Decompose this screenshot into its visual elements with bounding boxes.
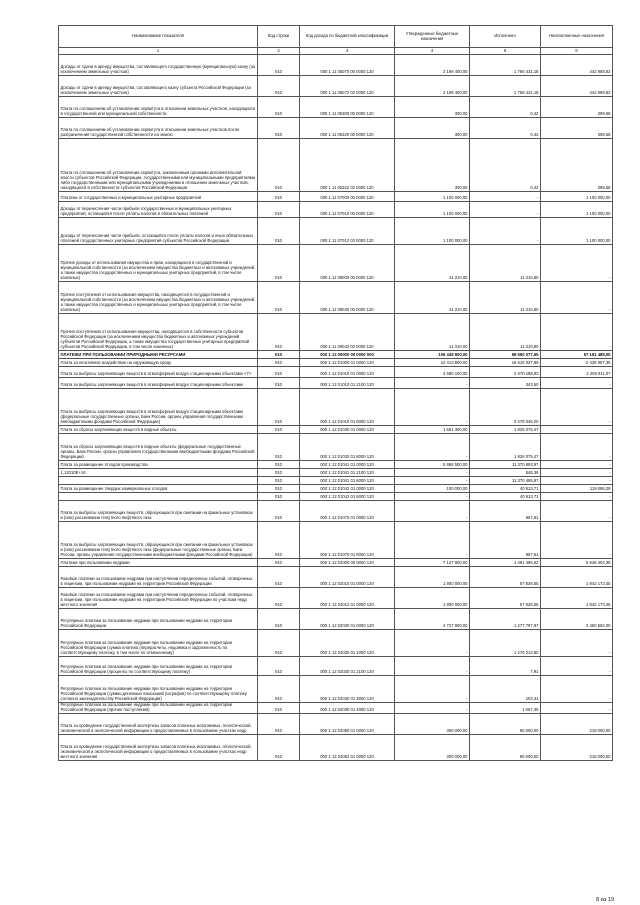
row-name: Платежи от государственных и муниципальных унитарных предприятий (59, 192, 258, 202)
row-code: 010 (258, 713, 300, 734)
row-kbk: 000 1 11 09040 00 0000 120 (300, 282, 395, 314)
row-rest: - (541, 434, 613, 461)
row-code: 010 (258, 118, 300, 139)
row-rest: 2 209 911,07 (541, 367, 613, 378)
table-row (59, 434, 613, 461)
table-row (59, 522, 613, 559)
row-code: 010 (258, 501, 300, 522)
row-code: 010 (258, 493, 300, 501)
row-exec: 7,91 (470, 657, 541, 676)
row-name: Плата за выбросы загрязняющих веществ в атмосферный воздух стационарными объектами <7> (59, 367, 258, 378)
row-kbk: 000 1 12 02012 01 0000 120 (300, 588, 395, 609)
row-plan: - (395, 434, 470, 461)
table-row (59, 559, 613, 567)
row-exec: 0,42 (470, 139, 541, 192)
row-name: Регулярные платежи за пользование недрами при пользовании недрами на территории Российской Федерации (прочие поступления) (59, 703, 258, 714)
col-plan-header: Утвержденные бюджетные назначения (395, 26, 470, 48)
row-name: Плата за выбросы загрязняющих веществ в атмосферный воздух стационарными объектами (федеральные государственные органы, Банк России, органы управления государственными внебюджетными фондами Российской Федерации) (59, 389, 258, 426)
row-code: 010 (258, 55, 300, 76)
row-rest: 3 450 562,00 (541, 609, 613, 630)
row-exec: - (470, 218, 541, 245)
table-row (59, 501, 613, 522)
row-code: 010 (258, 559, 300, 567)
row-plan: 2 199 400,00 (395, 55, 470, 76)
row-plan: 4 727 900,00 (395, 609, 470, 630)
row-rest: - (541, 469, 613, 477)
row-rest: - (541, 282, 613, 314)
row-code: 010 (258, 588, 300, 609)
row-kbk: 000 1 11 07010 00 0000 120 (300, 202, 395, 218)
row-rest: - (541, 522, 613, 559)
row-code: 010 (258, 314, 300, 351)
row-name: Плата по соглашениям об установлении сервитута в отношении земельных участков, находящихся в государственной или муниципальной собственности (59, 97, 258, 118)
row-name: Плата за размещение твердых коммунальных отходов (59, 485, 258, 493)
col-name-header: Наименование показателя (59, 26, 258, 48)
col-code-header: Код строки (258, 26, 300, 48)
row-name (59, 477, 258, 485)
row-exec: 11 370 485,87 (470, 477, 541, 485)
row-kbk: 000 1 12 02030 01 1000 120 (300, 630, 395, 657)
row-plan: 5 866 500,00 (395, 461, 470, 469)
row-rest: 1 842 173,45 (541, 567, 613, 588)
row-name: Плата за размещение отходов производства (59, 461, 258, 469)
row-kbk: 000 1 11 07000 00 0000 120 (300, 192, 395, 202)
row-plan: 300,00 (395, 97, 470, 118)
row-kbk: 000 1 12 00000 00 0000 000 (300, 351, 395, 359)
table-row (59, 192, 613, 202)
column-numbers-row (59, 48, 613, 55)
row-exec: 343,50 (470, 378, 541, 389)
row-exec: 1 756 431,18 (470, 55, 541, 76)
row-kbk: 000 1 12 02000 00 0000 120 (300, 559, 395, 567)
row-plan: 1 900 000,00 (395, 567, 470, 588)
row-kbk: 000 1 12 01010 01 6000 120 (300, 389, 395, 426)
row-name: Разовые платежи за пользование недрами при наступлении определенных событий, оговоренных в лицензии, при пользовании недрами на территории Российской Федерации по участкам недр местного значения (59, 588, 258, 609)
row-exec: 3 278 045,20 (470, 389, 541, 426)
table-row (59, 477, 613, 485)
row-kbk: 000 1 12 01041 01 2100 120 (300, 469, 395, 477)
row-exec: 0,42 (470, 118, 541, 139)
row-kbk: 000 1 12 02030 01 3000 120 (300, 676, 395, 703)
page-number: 8 из 19 (596, 897, 614, 903)
row-rest: 299,58 (541, 139, 613, 192)
row-plan: 300 000,00 (395, 713, 470, 734)
row-name: Плата за проведение государственной экспертизы запасов полезных ископаемых, геологической, экономической и экологической информации о предоставляемых в пользование участках недр местного значения (59, 734, 258, 760)
row-plan: - (395, 703, 470, 714)
row-exec: 1 756 431,18 (470, 76, 541, 97)
row-rest: 299,58 (541, 97, 613, 118)
row-kbk: 000 1 12 02010 01 0000 120 (300, 567, 395, 588)
col-kbk-header: Код дохода по бюджетной классификации (300, 26, 395, 48)
table-row (59, 139, 613, 192)
row-rest: - (541, 314, 613, 351)
row-plan: 11 310,00 (395, 314, 470, 351)
table-row (59, 55, 613, 76)
row-exec: - (470, 202, 541, 218)
row-name: Доходы от сдачи в аренду имущества, составляющего государственную (муниципальную) казну (за исключением земельных участков) (59, 55, 258, 76)
row-exec: 85 000,00 (470, 734, 541, 760)
row-rest: 215 000,00 (541, 734, 613, 760)
row-name: Доходы от перечисления части прибыли, остающейся после уплаты налогов и иных обязательных платежей государственных унитарных предприятий субъектов Российской Федерации (59, 218, 258, 245)
row-exec: 1 277 797,97 (470, 609, 541, 630)
row-code: 010 (258, 282, 300, 314)
row-code: 010 (258, 245, 300, 282)
row-code: 010 (258, 202, 300, 218)
table-row (59, 218, 613, 245)
row-plan: 11 310,00 (395, 282, 470, 314)
row-name: Регулярные платежи за пользование недрами при пользовании недрами на территории Российской Федерации (59, 609, 258, 630)
row-exec: 57 826,55 (470, 567, 541, 588)
row-code: 010 (258, 139, 300, 192)
row-exec: 1 276 213,80 (470, 630, 541, 657)
row-rest: - (541, 657, 613, 676)
row-rest: -2 428 997,36 (541, 359, 613, 367)
row-plan: 7 127 900,00 (395, 559, 470, 567)
row-name: Прочие поступления от использования имущества, находящегося в государственной и муниципальной собственности (за исключением имущества бюджетных и автономных учреждений, а также имущества государственных и муниципальных унитарных предприятий, в том числе казенных) (59, 282, 258, 314)
row-kbk: 000 1 11 05320 00 0000 120 (300, 118, 395, 139)
row-kbk: 000 1 12 01042 01 0000 120 (300, 485, 395, 493)
row-code: 010 (258, 426, 300, 434)
row-code: 010 (258, 567, 300, 588)
table-row (59, 314, 613, 351)
row-rest: 442 968,82 (541, 55, 613, 76)
row-plan: - (395, 469, 470, 477)
row-kbk: 000 1 12 01030 01 0000 120 (300, 426, 395, 434)
row-rest: 215 000,00 (541, 713, 613, 734)
row-plan: 12 413 600,00 (395, 359, 470, 367)
row-rest: - (541, 493, 613, 501)
row-rest: 1 100 000,00 (541, 202, 613, 218)
row-kbk: 000 1 12 02050 01 0000 120 (300, 713, 395, 734)
row-code: 010 (258, 477, 300, 485)
row-plan: - (395, 522, 470, 559)
row-plan: 300,00 (395, 118, 470, 139)
row-code: 010 (258, 192, 300, 202)
column-number: 3 (300, 48, 395, 55)
row-plan: 106 449 500,00 (395, 351, 470, 359)
report-sheet (58, 25, 612, 897)
table-row (59, 426, 613, 434)
row-plan: 1 100 000,00 (395, 218, 470, 245)
row-rest: - (541, 461, 613, 469)
table-row (59, 469, 613, 477)
row-code: 010 (258, 461, 300, 469)
row-exec: 2 370 188,93 (470, 367, 541, 378)
row-code: 010 (258, 703, 300, 714)
row-kbk: 000 1 11 05300 00 0000 120 (300, 97, 395, 118)
row-plan: 4 580 100,00 (395, 367, 470, 378)
row-name: Доходы от перечисления части прибыли государственных и муниципальных унитарных предприятий, остающейся после уплаты налогов и обязательных платежей (59, 202, 258, 218)
row-rest: 1 100 000,00 (541, 192, 613, 202)
row-kbk: 000 1 12 01070 01 0000 120 (300, 501, 395, 522)
row-name: Доходы от сдачи в аренду имущества, составляющего казну субъекта Российской Федерации (за исключением земельных участков) (59, 76, 258, 97)
table-row (59, 630, 613, 657)
row-rest: 57 191 489,00 (541, 351, 613, 359)
row-name: Плата за сбросы загрязняющих веществ в водные объекты (59, 426, 258, 434)
row-plan: - (395, 493, 470, 501)
row-exec: - (470, 192, 541, 202)
row-name: 1,12010E+16 (59, 469, 258, 477)
row-kbk: 000 1 11 05070 00 0000 120 (300, 55, 395, 76)
table-row (59, 609, 613, 630)
row-name (59, 493, 258, 501)
row-name: Плата за выбросы загрязняющих веществ, образующихся при сжигании на факельных установках и (или) рассеивании попутного нефтяного газа (59, 501, 258, 522)
row-kbk: 000 1 11 05322 02 0000 120 (300, 139, 395, 192)
row-kbk: 000 1 12 02030 01 2100 120 (300, 657, 395, 676)
row-rest: - (541, 703, 613, 714)
table-row (59, 734, 613, 760)
row-exec: 16 616 027,99 (470, 359, 541, 367)
row-exec: 40 913,71 (470, 485, 541, 493)
row-rest: 299,58 (541, 118, 613, 139)
row-rest: 1 842 173,45 (541, 588, 613, 609)
row-exec: 1 826 075,47 (470, 426, 541, 434)
row-exec: 103,41 (470, 676, 541, 703)
row-code: 010 (258, 359, 300, 367)
row-plan: 1 661 300,00 (395, 426, 470, 434)
row-plan: 1 900 000,00 (395, 588, 470, 609)
row-name: Платежи при пользовании недрами (59, 559, 258, 567)
row-plan: 100 000,00 (395, 485, 470, 493)
row-name: Регулярные платежи за пользование недрами при пользовании недрами на территории Российской Федерации (сумма платежа (перерасчеты, недоимка и задолженность по соответствующему платежу, в том числе по отмененному) (59, 630, 258, 657)
table-row (59, 657, 613, 676)
table-row (59, 485, 613, 493)
row-kbk: 000 1 11 05072 02 0000 120 (300, 76, 395, 97)
row-code: 010 (258, 218, 300, 245)
row-kbk: 000 1 12 02030 01 4000 120 (300, 703, 395, 714)
row-code: 010 (258, 97, 300, 118)
row-name: Регулярные платежи за пользование недрами при пользовании недрами на территории Российской Федерации (суммы денежных взысканий (штрафов) по соответствующему платежу согласно законодательству Российской Федерации) (59, 676, 258, 703)
row-rest: - (541, 477, 613, 485)
row-exec: 40 913,71 (470, 493, 541, 501)
row-code: 010 (258, 734, 300, 760)
row-rest: 442 968,82 (541, 76, 613, 97)
row-kbk: 000 1 12 01030 01 6000 120 (300, 434, 395, 461)
row-plan: - (395, 630, 470, 657)
row-exec: 11 370 893,97 (470, 461, 541, 469)
row-name: Плата за проведение государственной экспертизы запасов полезных ископаемых, геологической, экономической и экологической информации о предоставляемых в пользование участках недр (59, 713, 258, 734)
row-plan: 2 199 400,00 (395, 76, 470, 97)
row-kbk: 000 1 12 02030 01 0000 120 (300, 609, 395, 630)
row-kbk: 000 1 12 01070 01 6000 120 (300, 522, 395, 559)
row-plan: - (395, 676, 470, 703)
row-plan: - (395, 501, 470, 522)
row-exec: 58 660 077,65 (470, 351, 541, 359)
row-exec: 11 310,80 (470, 245, 541, 282)
row-code: 010 (258, 367, 300, 378)
table-row (59, 245, 613, 282)
row-kbk: 000 1 11 07012 02 0000 120 (300, 218, 395, 245)
table-row (59, 703, 613, 714)
row-name: Прочие доходы от использования имущества и прав, находящихся в государственной и муниципальной собственности (за исключением имущества бюджетных и автономных учреждений, а также имущества государственных и муниципальных унитарных предприятий, в том числе казенных) (59, 245, 258, 282)
row-kbk: 000 1 12 01042 01 6000 120 (300, 493, 395, 501)
table-row (59, 389, 613, 426)
row-code: 010 (258, 389, 300, 426)
row-rest: - (541, 676, 613, 703)
row-rest: 119 086,29 (541, 485, 613, 493)
row-plan: - (395, 477, 470, 485)
row-rest: - (541, 378, 613, 389)
table-row (59, 567, 613, 588)
row-rest: - (541, 630, 613, 657)
row-exec: 11 310,80 (470, 282, 541, 314)
row-rest: 1 100 000,00 (541, 218, 613, 245)
row-plan: 300 000,00 (395, 734, 470, 760)
row-exec: 1 481 495,62 (470, 559, 541, 567)
row-name: Плата за сбросы загрязняющих веществ в водные объекты (федеральные государственные органы, Банк России, органы управления государственными внебюджетными фондами Российской Федерации) (59, 434, 258, 461)
row-plan: 300,00 (395, 139, 470, 192)
row-plan: 11 310,00 (395, 245, 470, 282)
column-number: 6 (541, 48, 613, 55)
row-kbk: 000 1 12 01010 01 0000 120 (300, 367, 395, 378)
row-code: 010 (258, 522, 300, 559)
row-kbk: 000 1 12 01010 01 2100 120 (300, 378, 395, 389)
table-row (59, 118, 613, 139)
table-row (59, 76, 613, 97)
table-row (59, 461, 613, 469)
table-row (59, 97, 613, 118)
row-plan: - (395, 657, 470, 676)
row-code: 010 (258, 76, 300, 97)
row-kbk: 000 1 11 09042 02 0000 120 (300, 314, 395, 351)
row-exec: 857,61 (470, 501, 541, 522)
row-name: Плата за выбросы загрязняющих веществ в атмосферный воздух стационарными объектами (59, 378, 258, 389)
table-row (59, 202, 613, 218)
table-row (59, 378, 613, 389)
column-number: 2 (258, 48, 300, 55)
row-kbk: 000 1 12 02052 01 0000 120 (300, 734, 395, 760)
row-name: Плата по соглашениям об установлении сервитута, заключенным органами исполнительной власти субъектов Российской Федерации, государственными или муниципальными предприятиями либо государственными или муниципальными учреждениями в отношении земельных участков, находящихся в собственности субъектов Российской Федерации (59, 139, 258, 192)
row-exec: 0,42 (470, 97, 541, 118)
col-rest-header: Неисполненные назначения (541, 26, 613, 48)
column-number: 4 (395, 48, 470, 55)
row-code: 010 (258, 657, 300, 676)
table-row (59, 359, 613, 367)
row-rest: - (541, 501, 613, 522)
table-row (59, 367, 613, 378)
column-number: 1 (59, 48, 258, 55)
row-name: Плата по соглашениям об установлении сервитута в отношении земельных участков после разграничения государственной собственности на землю (59, 118, 258, 139)
row-name: Регулярные платежи за пользование недрами при пользовании недрами на территории Российской Федерации (проценты по соответствующему платежу) (59, 657, 258, 676)
row-name: Плата за негативное воздействие на окружающую среду (59, 359, 258, 367)
row-code: 010 (258, 469, 300, 477)
row-kbk: 000 1 12 01041 01 6000 120 (300, 477, 395, 485)
row-plan: 1 100 000,00 (395, 192, 470, 202)
row-exec: 857,61 (470, 522, 541, 559)
table-row (59, 588, 613, 609)
row-code: 010 (258, 676, 300, 703)
row-code: 010 (258, 378, 300, 389)
row-name: Плата за выбросы загрязняющих веществ, образующихся при сжигании на факельных установках и (или) рассеивании попутного нефтяного газа (федеральные государственные органы, Банк России, органы управления государственными внебюджетными фондами Российской Федерации) (59, 522, 258, 559)
row-plan: - (395, 378, 470, 389)
row-name: Разовые платежи за пользование недрами при наступлении определенных событий, оговоренных в лицензии, при пользовании недрами на территории Российской Федерации (59, 567, 258, 588)
column-number: 5 (470, 48, 541, 55)
row-code: 010 (258, 351, 300, 359)
row-exec: 57 826,55 (470, 588, 541, 609)
table-body (59, 55, 613, 761)
row-code: 010 (258, 630, 300, 657)
table-row (59, 493, 613, 501)
row-plan: 1 100 000,00 (395, 202, 470, 218)
row-rest: - (541, 426, 613, 434)
row-code: 010 (258, 485, 300, 493)
row-code: 010 (258, 434, 300, 461)
row-exec: 1 067,35 (470, 703, 541, 714)
table-row (59, 713, 613, 734)
row-name: ПЛАТЕЖИ ПРИ ПОЛЬЗОВАНИИ ПРИРОДНЫМИ РЕСУРСАМИ (59, 351, 258, 359)
table-row (59, 676, 613, 703)
row-name: Прочие поступления от использования имущества, находящегося в собственности субъектов Российской Федерации (за исключением имущества бюджетных и автономных учреждений субъектов Российской Федерации, а также имущества государственных унитарных предприятий субъектов Российской Федерации, в том числе казенных) (59, 314, 258, 351)
table-row (59, 351, 613, 359)
row-exec: 546,36 (470, 469, 541, 477)
income-table (58, 25, 613, 761)
row-exec: 1 826 075,47 (470, 434, 541, 461)
row-rest: - (541, 245, 613, 282)
table-header (59, 26, 613, 48)
row-exec: 85 000,00 (470, 713, 541, 734)
col-exec-header: Исполнено (470, 26, 541, 48)
row-kbk: 000 1 12 01000 01 0000 120 (300, 359, 395, 367)
row-rest: - (541, 389, 613, 426)
row-kbk: 000 1 12 01041 01 0000 120 (300, 461, 395, 469)
row-plan: - (395, 389, 470, 426)
row-exec: 11 310,80 (470, 314, 541, 351)
row-code: 010 (258, 609, 300, 630)
row-rest: 5 646 404,38 (541, 559, 613, 567)
row-kbk: 000 1 11 09000 00 0000 120 (300, 245, 395, 282)
table-row (59, 282, 613, 314)
